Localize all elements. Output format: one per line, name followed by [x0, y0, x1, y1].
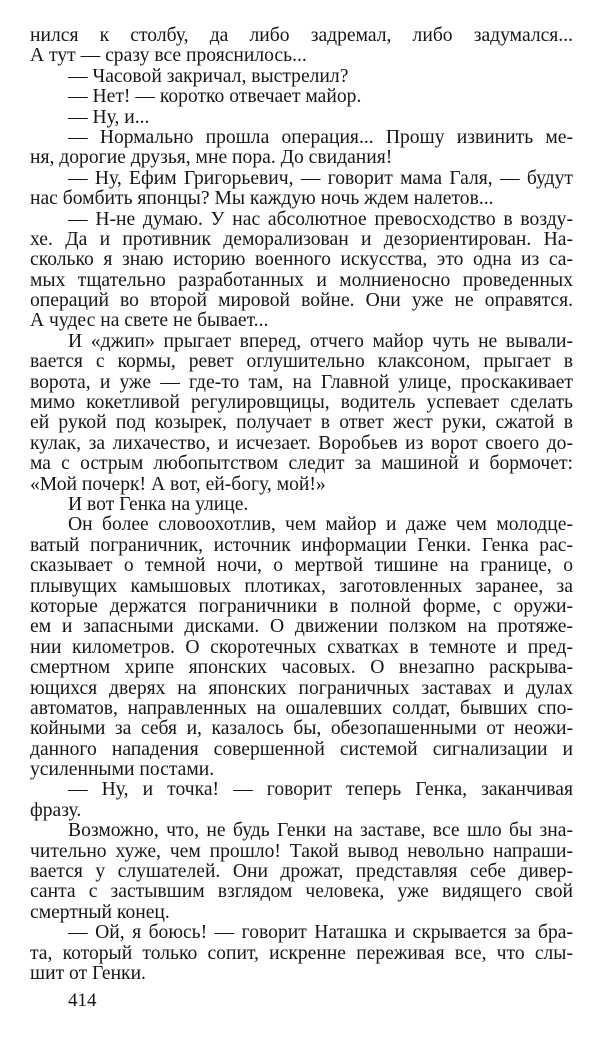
text-line: вается у слушателей. Они дрожат, представляя себе дивер-	[30, 861, 573, 883]
text-line: — Нет! — коротко отвечает майор.	[68, 86, 362, 108]
text-line: данного нападения совершенной системой сигнализации и	[30, 738, 573, 760]
text-line: нился к столбу, да либо задремал, либо задумался...	[30, 25, 573, 46]
text-line: И «джип» прыгает вперед, отчего майор чуть не вывали-	[68, 330, 573, 352]
text-line: смертный конец.	[30, 901, 170, 923]
text-line: — Ну, Ефим Григорьевич, — говорит мама Галя, — будут	[68, 167, 573, 189]
text-line: та, который только сопит, искренне переживая все, что слы-	[30, 942, 573, 964]
text-line: фразу.	[30, 799, 82, 821]
text-line: автоматов, направленных на ошалевших солдат, бывших спо-	[30, 697, 573, 719]
text-line: плывущих камышовых плотиках, заготовленных заранее, за	[30, 575, 573, 597]
text-line: сколько я знаю историю военного искусства, это одна из са-	[30, 249, 573, 271]
text-line: — Нормально прошла операция... Прошу извинить ме-	[68, 126, 573, 148]
text-line: койными за себя и, казалось бы, обезопашенными от неожи-	[30, 718, 573, 740]
text-line: операций во второй мировой войне. Они уже не оправятся.	[30, 290, 573, 312]
text-line: — Часовой закричал, выстрелил?	[68, 65, 349, 87]
text-line: А чудес на свете не бывает...	[30, 310, 269, 332]
text-line: хе. Да и противник деморализован и дезориентирован. На-	[30, 228, 573, 250]
text-line: шит от Генки.	[30, 962, 146, 984]
text-line: ей рукой под козырек, получает в ответ жест руки, сжатой в	[30, 412, 573, 434]
text-line: вается с кормы, ревет оглушительно клаксоном, прыгает в	[30, 351, 573, 373]
text-line: мых тщательно разработанных и молниеносно проведенных	[30, 269, 573, 291]
text-line: ющихся дверях на японских пограничных заставах и дулах	[30, 677, 573, 699]
text-line: — Ну, и точка! — говорит теперь Генка, заканчивая	[68, 779, 573, 801]
text-line: мимо кокетливой регулировщицы, водитель успевает сделать	[30, 392, 573, 414]
text-line: нии километров. О скоротечных схватках в темноте и пред-	[30, 636, 573, 658]
text-line: ватый пограничник, источник информации Генки. Генка рас-	[30, 534, 573, 556]
text-line: смертном хрипе японских часовых. О внезапно раскрыва-	[30, 657, 573, 679]
text-line: А тут — сразу все прояснилось...	[30, 45, 307, 67]
text-line: — Ну, и...	[68, 106, 150, 128]
text-line: Он более словоохотлив, чем майор и даже чем молодце-	[68, 514, 573, 536]
text-line: нас бомбить японцы? Мы каждую ночь ждем налетов...	[30, 188, 494, 210]
book-page-text	[30, 26, 573, 984]
text-line: ворота, и уже — где-то там, на Главной улице, проскакивает	[30, 371, 573, 393]
text-line: И вот Генка на улице.	[68, 493, 249, 515]
text-line: Возможно, что, не будь Генки на заставе, все шло бы зна-	[68, 820, 573, 842]
text-line: санта с застывшим взглядом человека, уже видящего свой	[30, 881, 573, 903]
text-line: — Ой, я боюсь! — говорит Наташка и скрывается за бра-	[68, 922, 573, 944]
text-line: ем и запасными дисками. О движении ползком на протяже-	[30, 616, 573, 638]
text-line: ма с острым любопытством следит за машиной и бормочет:	[30, 453, 573, 475]
text-line: кулак, за лихачество, и исчезает. Воробьев из ворот своего до-	[30, 432, 573, 454]
text-line: ня, дорогие друзья, мне пора. До свидания!	[30, 147, 393, 169]
text-line: чительно хуже, чем прошло! Такой вывод невольно напраши-	[30, 840, 573, 862]
text-line: «Мой почерк! А вот, ей-богу, мой!»	[30, 473, 326, 495]
text-line: усиленными постами.	[30, 759, 215, 781]
text-line: сказывает о темной ночи, о мертвой тишине на границе, о	[30, 555, 573, 577]
page-number: 414	[68, 990, 97, 1011]
text-line: которые держатся пограничники в полной форме, с оружи-	[30, 595, 573, 617]
text-line: — Н-не думаю. У нас абсолютное превосходство в возду-	[68, 208, 573, 230]
